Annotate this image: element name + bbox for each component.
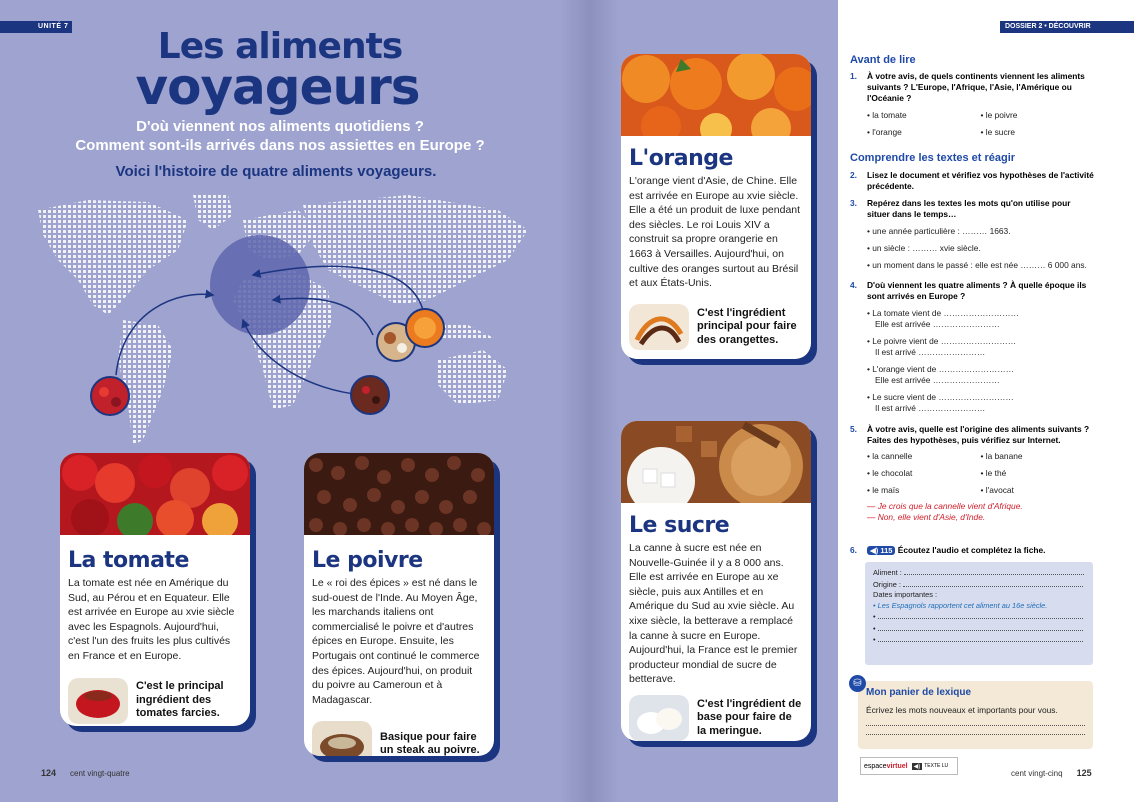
- fill-line: Il est arrivé ……………………: [875, 403, 986, 413]
- question-4: [850, 280, 1094, 414]
- panier-instruction: Écrivez les mots nouveaux et importants pour vous.: [866, 705, 1058, 715]
- peppercorns-photo: [304, 453, 494, 535]
- question-number: 6.: [850, 545, 857, 555]
- list-item: [867, 308, 1094, 330]
- fiche-row: [873, 567, 1085, 579]
- fill-line[interactable]: [866, 725, 1085, 726]
- question-number: 2.: [850, 170, 857, 180]
- stuffed-tomatoes-thumbnail: [68, 678, 128, 724]
- list-item: • la cannelle: [867, 451, 981, 462]
- listening-worksheet: [865, 562, 1093, 665]
- card-caption-row: [621, 695, 811, 741]
- card-text: La tomate est née en Amérique du Sud, au Pérou et en Equateur. Elle est arrivée en Europe au xvie siècle avec les Espagnols. Aujourd'hui, c'est l'un des fruits les plus cultivés en France et en Europe.: [68, 577, 235, 662]
- espace-virtuel-logo: [860, 757, 958, 775]
- fiche-example-text: Les Espagnols rapportent cet aliment au 16e siècle.: [877, 600, 1048, 610]
- card-text: L'orange vient d'Asie, de Chine. Elle est arrivée en Europe au xvie siècle. Elle a été un produit de luxe pendant des siècles. Le roi Louis XIV a construit sa propre orangerie en 1663 à Versailles. Aujourd'hui, on cultive des oranges surtout au Brésil et aux États-Unis.: [629, 175, 801, 290]
- page-number-words: cent vingt-cinq: [1011, 769, 1063, 778]
- list-item: • un siècle : ……… xvie siècle.: [867, 243, 1094, 254]
- question-text: À votre avis, de quels continents viennent les aliments suivants ? L'Europe, l'Afrique, l'Asie, l'Amérique ou l'Océanie ?: [867, 71, 1085, 103]
- question-text: [867, 545, 1094, 556]
- fill-line[interactable]: [878, 611, 1083, 619]
- tomatoes-photo: [60, 453, 250, 535]
- q5-items: [867, 468, 1094, 479]
- fiche-row: •: [873, 623, 1085, 635]
- basket-icon: ⛁: [849, 675, 866, 692]
- orangettes-thumbnail: [629, 304, 689, 350]
- fiche-label: Aliment :: [873, 568, 902, 577]
- subtitle-line2: Comment sont-ils arrivés dans nos assiettes en Europe ?: [75, 137, 485, 154]
- fill-line: • Le poivre vient de ………………………: [867, 336, 1094, 347]
- logo-text-accent: virtuel: [886, 762, 908, 770]
- subtitle-line1: D'où viennent nos aliments quotidiens ?: [136, 118, 424, 135]
- question-text: Lisez le document et vérifiez vos hypothèses de l'activité précédente.: [867, 170, 1094, 191]
- q5-items: [867, 485, 1094, 496]
- fiche-label: Dates importantes :: [873, 590, 938, 599]
- example-dialogue-line: — Non, elle vient d'Asie, d'Inde.: [867, 512, 986, 522]
- question-text: À votre avis, quelle est l'origine des aliments suivants ? Faites des hypothèses, puis vérifiez sur Internet.: [867, 424, 1090, 445]
- fill-line: • La tomate vient de ………………………: [867, 308, 1094, 319]
- page-number-words: cent vingt-quatre: [70, 769, 130, 778]
- question-number: 3.: [850, 198, 857, 208]
- fill-line: • Le sucre vient de ………………………: [867, 392, 1094, 403]
- question-instruction: Écoutez l'audio et complétez la fiche.: [897, 545, 1046, 555]
- list-item: • le poivre: [981, 110, 1095, 121]
- list-item: • une année particulière : ……… 1663.: [867, 226, 1094, 237]
- question-6: [850, 545, 1094, 556]
- fiche-row: •: [873, 611, 1085, 623]
- list-item: [867, 336, 1094, 358]
- fiche-label: Origine :: [873, 579, 901, 589]
- fill-line[interactable]: [866, 734, 1085, 735]
- footer-left: [41, 768, 130, 778]
- logo-text: espace: [864, 762, 887, 770]
- question-1: [850, 71, 1094, 138]
- card-caption: C'est l'ingrédient de base pour faire de la meringue.: [697, 697, 802, 737]
- card-poivre: [304, 453, 494, 756]
- fill-line: • L'orange vient de ………………………: [867, 364, 1094, 375]
- meringue-thumbnail: [629, 695, 689, 741]
- question-number: 1.: [850, 71, 857, 81]
- page-title-line2: voyageurs: [135, 58, 420, 116]
- speaker-icon: ◀): [870, 546, 879, 555]
- fiche-row: [873, 590, 1085, 601]
- list-item: • l'avocat: [981, 485, 1095, 496]
- page-gutter: [560, 0, 620, 802]
- panier-title: Mon panier de lexique: [866, 687, 972, 698]
- card-caption: Basique pour faire un steak au poivre.: [380, 730, 480, 756]
- sugar-photo: [621, 421, 811, 503]
- fiche-row: •: [873, 634, 1085, 646]
- question-number: 4.: [850, 280, 857, 290]
- q1-items: [867, 127, 1094, 138]
- world-map-illustration: [28, 190, 568, 460]
- section-avant-de-lire: [850, 54, 1094, 66]
- question-text: Repérez dans les textes les mots qu'on utilise pour situer dans le temps…: [867, 198, 1071, 219]
- card-sucre: [621, 421, 811, 741]
- question-2: [850, 170, 1094, 192]
- q1-items: [867, 110, 1094, 121]
- oranges-photo: [621, 54, 811, 136]
- page-number: 124: [41, 768, 57, 778]
- list-item: • le maïs: [867, 485, 981, 496]
- card-caption-row: [621, 304, 811, 350]
- fill-line: Elle est arrivée ……………………: [875, 319, 1000, 329]
- fiche-example: • Les Espagnols rapportent cet aliment au 16e siècle.: [873, 600, 1048, 610]
- unit-tag: UNITÉ 7: [0, 21, 72, 33]
- list-item: • l'orange: [867, 127, 981, 138]
- list-item: • la tomate: [867, 110, 981, 121]
- list-item: [867, 392, 1094, 414]
- page-title-line1: Les aliments: [157, 26, 403, 67]
- fiche-row: [873, 579, 1085, 591]
- card-text: Le « roi des épices » est né dans le sud-ouest de l'Inde. Au Moyen Âge, les marchands italiens ont commercialisé le poivre et d'autres épices en Europe. Ensuite, les Portugais ont continué le commerce des épices. Aujourd'hui, on produit du poivre au Cameroun et à Madagascar.: [312, 577, 480, 706]
- fill-line: Il est arrivé ……………………: [875, 347, 986, 357]
- question-3: [850, 198, 1094, 271]
- list-item: [867, 364, 1094, 386]
- audio-track-badge[interactable]: [867, 546, 895, 555]
- card-tomate: [60, 453, 250, 726]
- card-orange: [621, 54, 811, 359]
- list-item: • un moment dans le passé : elle est née ……… 6 000 ans.: [867, 260, 1094, 271]
- card-title: La tomate: [68, 548, 189, 573]
- audio-track-number: 115: [880, 546, 893, 555]
- section-title: Comprendre les textes et réagir: [850, 152, 1016, 164]
- list-item: • le thé: [981, 468, 1095, 479]
- card-title: Le poivre: [312, 548, 423, 573]
- card-title: Le sucre: [629, 513, 730, 538]
- question-number: 5.: [850, 424, 857, 434]
- pepper-steak-thumbnail: [312, 721, 372, 756]
- audio-icon: ◀): [913, 763, 921, 770]
- section-title: Avant de lire: [850, 54, 916, 66]
- list-item: • la banane: [981, 451, 1095, 462]
- vocabulary-basket-box: [858, 681, 1093, 749]
- page-number: 125: [1076, 768, 1092, 778]
- fill-line: Elle est arrivée ……………………: [875, 375, 1000, 385]
- dossier-tag: DOSSIER 2 • DÉCOUVRIR: [1000, 21, 1134, 33]
- fill-line[interactable]: [878, 634, 1083, 642]
- fill-line[interactable]: [903, 579, 1083, 587]
- list-item: • le sucre: [981, 127, 1095, 138]
- fill-line[interactable]: [904, 567, 1084, 575]
- intro-text: Voici l'histoire de quatre aliments voyageurs.: [115, 163, 437, 180]
- question-5: [850, 424, 1094, 523]
- footer-right: [1011, 768, 1092, 778]
- card-text: La canne à sucre est née en Nouvelle-Guinée il y a 8 000 ans. Elle est arrivée en Europe au xe siècle, puis aux Antilles et en Amérique du Sud au xvie siècle. Au xixe siècle, la betterave a remplacé la canne à sucre en Europe. Aujourd'hui, la France est le premier producteur mondial de sucre de betterave.: [629, 542, 798, 686]
- example-dialogue-line: — Je crois que la cannelle vient d'Afrique.: [867, 501, 1023, 511]
- card-title: L'orange: [629, 146, 733, 171]
- card-caption-row: [60, 678, 250, 724]
- q5-items: [867, 451, 1094, 462]
- fill-line[interactable]: [878, 623, 1083, 631]
- card-caption-row: [304, 721, 494, 756]
- list-item: • le chocolat: [867, 468, 981, 479]
- section-comprendre: [850, 152, 1094, 164]
- card-caption: C'est l'ingrédient principal pour faire des orangettes.: [697, 306, 797, 346]
- texte-lu-label: TEXTE LU: [924, 763, 949, 769]
- card-caption: C'est le principal ingrédient des tomates farcies.: [136, 680, 224, 720]
- question-text: D'où viennent les quatre aliments ? À quelle époque ils sont arrivés en Europe ?: [867, 280, 1087, 301]
